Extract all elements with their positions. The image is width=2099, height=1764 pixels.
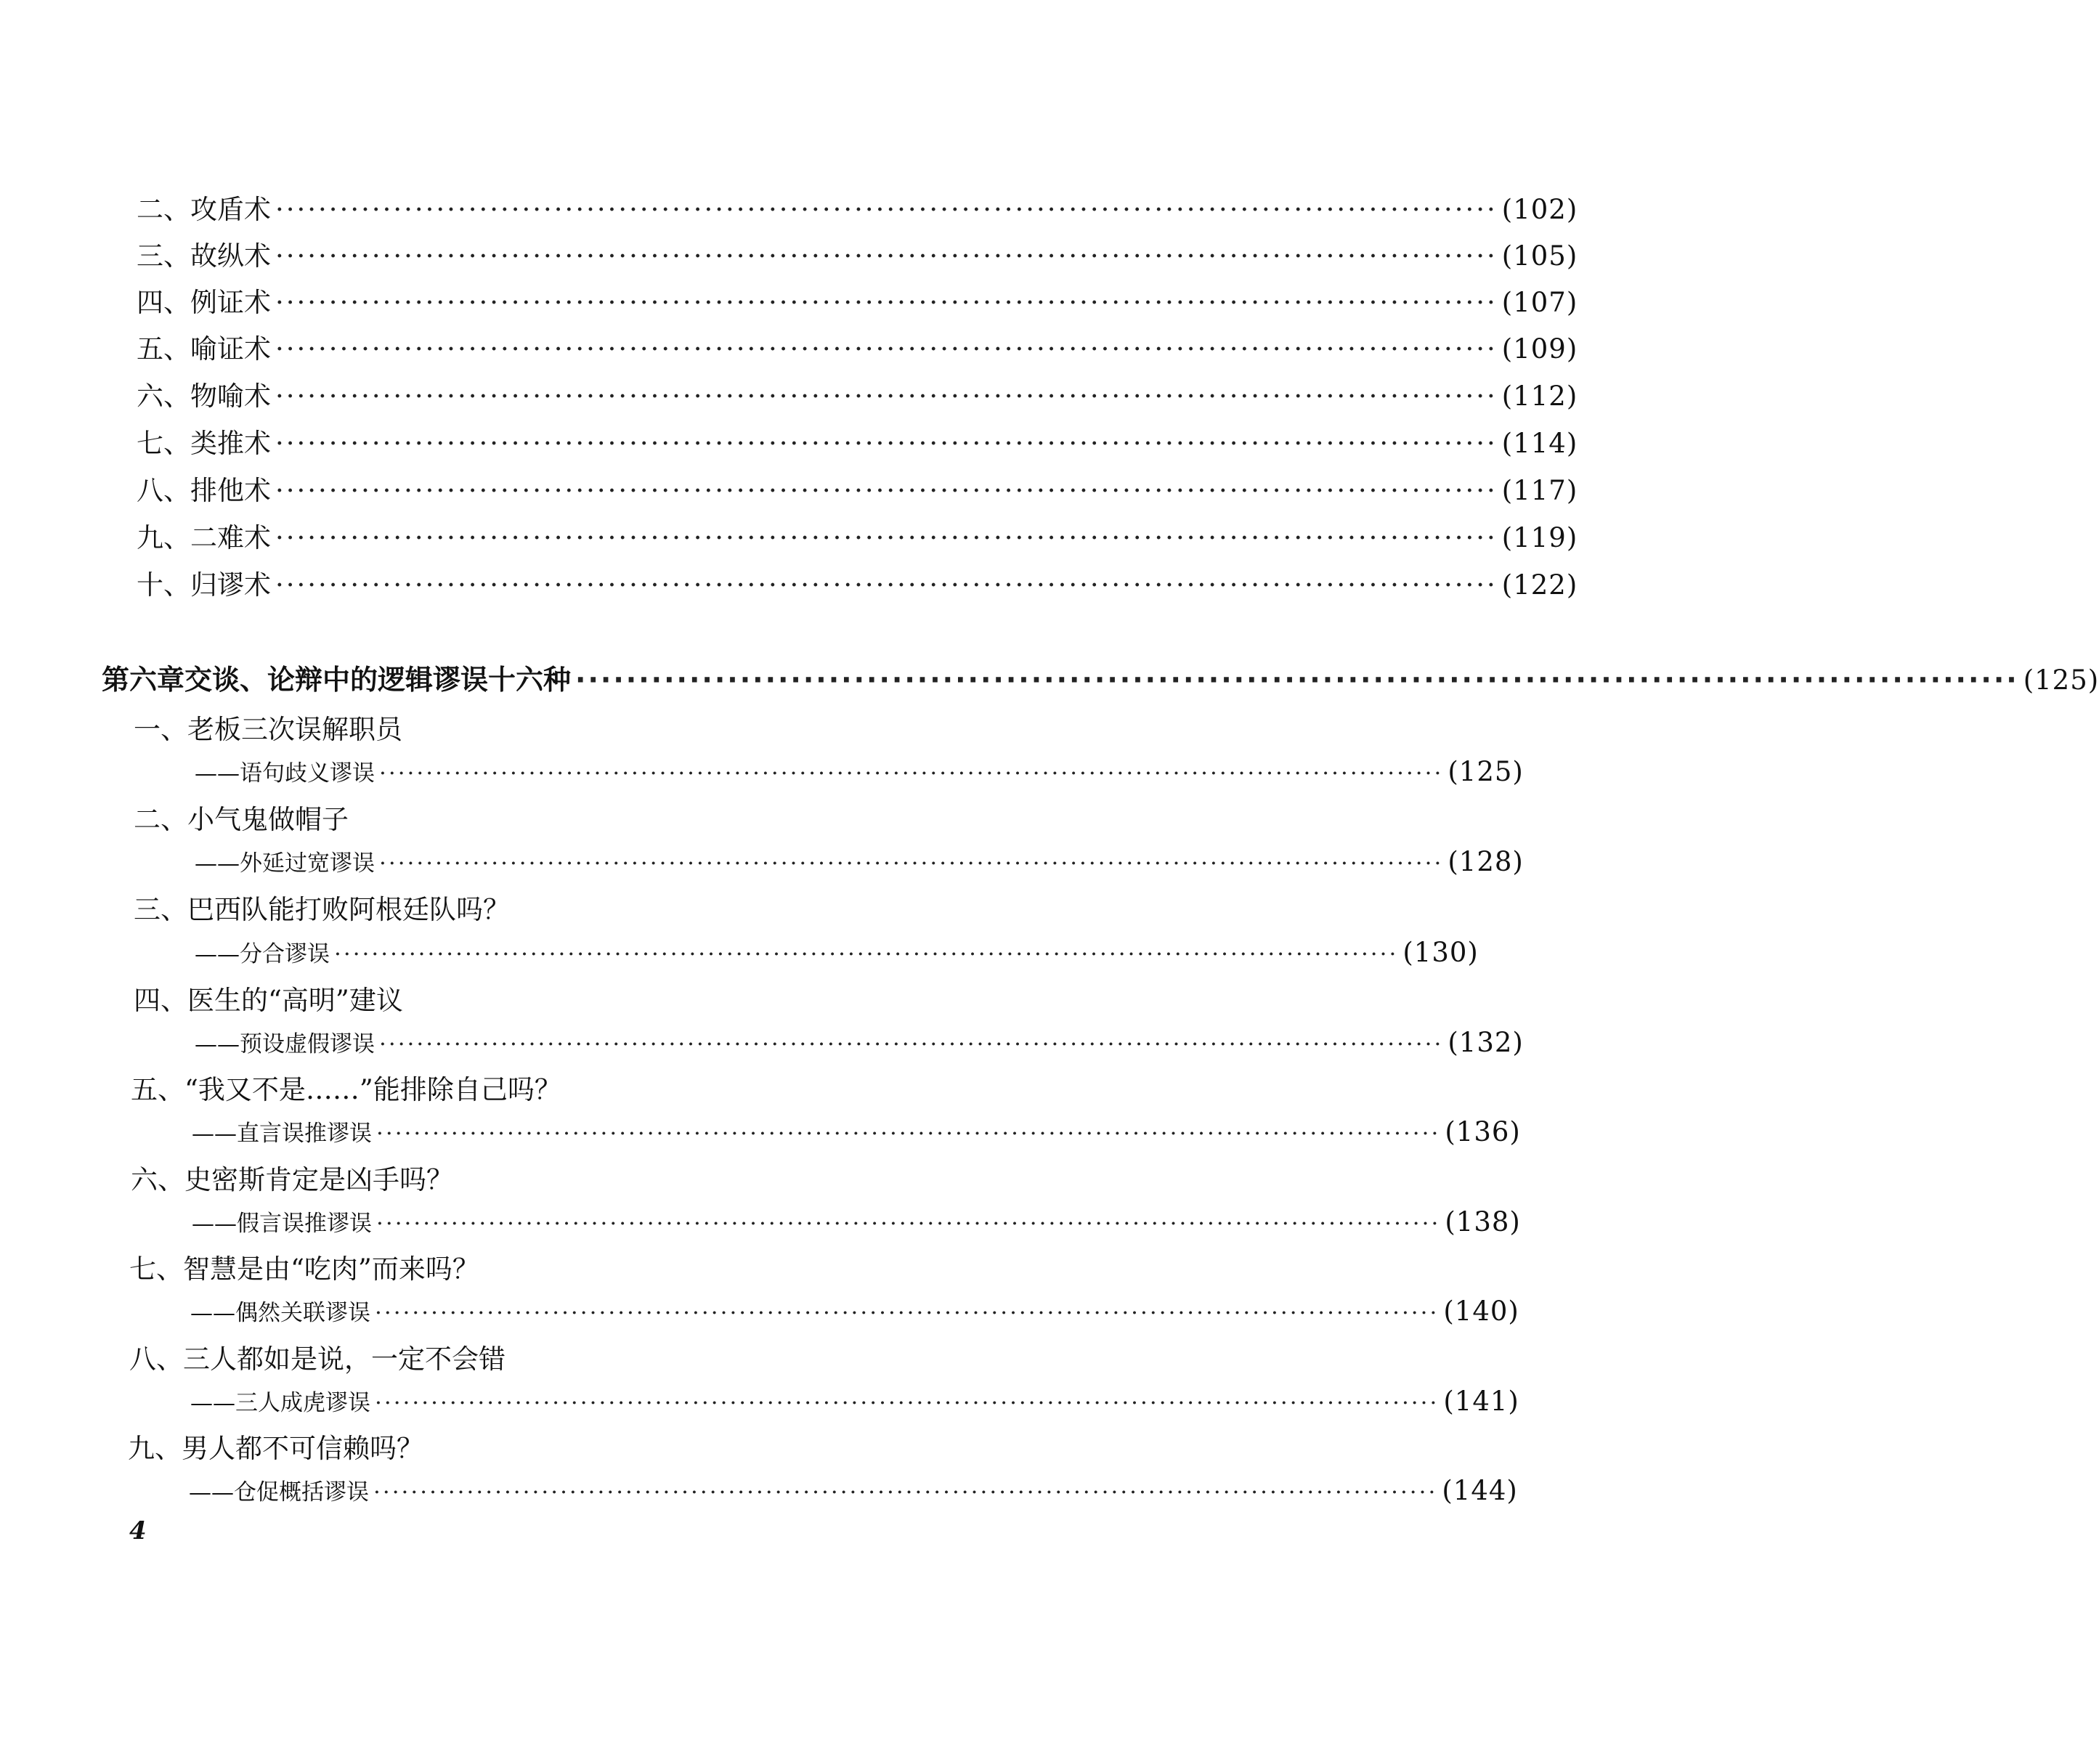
entry-page: (117) — [1501, 475, 1578, 506]
entry-page: (140) — [1443, 1296, 1519, 1327]
entry-title: 二难术 — [190, 522, 271, 553]
entry-page: (144) — [1442, 1475, 1518, 1506]
chapter-label: 第六章 — [102, 664, 185, 696]
toc-entry — [137, 421, 1578, 460]
entry-page: (107) — [1501, 287, 1578, 318]
leader-dots: ·················································································································· — [275, 381, 1498, 412]
entry-page: (141) — [1443, 1386, 1519, 1417]
entry-subtitle: ——偶然关联谬误 — [190, 1300, 370, 1326]
entry-number: 三、 — [134, 894, 187, 925]
leader-dots: ·················································································································· — [275, 333, 1498, 365]
toc-entry — [137, 327, 1578, 366]
entry-subtitle: ——三人成虎谬误 — [190, 1390, 370, 1416]
entry-title: “我又不是……”能排除自己吗？ — [184, 1074, 561, 1105]
leader-dots: ·················································································································· — [373, 1479, 1438, 1505]
leader-dots: ·················································································································· — [375, 1300, 1440, 1326]
entry-page: (114) — [1501, 428, 1578, 459]
toc-entry — [137, 468, 1578, 508]
toc-entry — [131, 1158, 453, 1197]
toc-entry — [131, 1068, 561, 1107]
entry-number: 五、 — [137, 333, 190, 365]
entry-number: 八、 — [129, 1344, 183, 1375]
toc-subentry — [195, 1025, 1524, 1058]
entry-subtitle: ——外延过宽谬误 — [195, 850, 375, 877]
entry-number: 五、 — [131, 1074, 184, 1105]
toc-entry — [129, 1337, 506, 1376]
entry-page: (105) — [1501, 240, 1578, 272]
entry-number: 六、 — [131, 1164, 184, 1195]
toc-entry — [137, 563, 1578, 602]
entry-page: (122) — [1501, 569, 1578, 601]
entry-page: (136) — [1445, 1116, 1521, 1147]
entry-number: 九、 — [137, 522, 190, 553]
entry-page: (112) — [1501, 381, 1578, 412]
entry-number: 四、 — [134, 985, 187, 1016]
toc-entry — [137, 234, 1578, 273]
toc-entry — [137, 374, 1578, 413]
leader-dots: ·················································································································· — [575, 664, 2019, 696]
leader-dots: ·················································································································· — [375, 1390, 1440, 1416]
entry-page: (125) — [1448, 756, 1524, 787]
entry-title: 例证术 — [190, 287, 271, 318]
entry-title: 智慧是由“吃肉”而来吗？ — [183, 1253, 479, 1285]
entry-title: 类推术 — [190, 428, 271, 459]
entry-title: 男人都不可信赖吗？ — [182, 1433, 423, 1464]
entry-page: (119) — [1501, 522, 1578, 553]
entry-subtitle: ——预设虚假谬误 — [195, 1031, 375, 1057]
leader-dots: ·················································································································· — [379, 850, 1444, 877]
toc-subentry — [195, 935, 1479, 968]
leader-dots: ·················································································································· — [275, 287, 1498, 318]
entry-title: 排他术 — [190, 475, 271, 506]
entry-number: 九、 — [128, 1433, 182, 1464]
toc-entry — [134, 978, 403, 1017]
toc-subentry — [190, 1384, 1519, 1417]
entry-subtitle: ——直言误推谬误 — [192, 1121, 372, 1147]
entry-title: 归谬术 — [190, 569, 271, 601]
entry-title: 喻证术 — [190, 333, 271, 365]
entry-page: (128) — [1448, 846, 1524, 877]
chapter-heading — [102, 657, 2099, 697]
leader-dots: ·················································································································· — [376, 1211, 1441, 1237]
toc-subentry — [192, 1115, 1521, 1147]
toc-subentry — [195, 845, 1524, 877]
entry-number: 十、 — [137, 569, 190, 601]
entry-subtitle: ——假言误推谬误 — [192, 1211, 372, 1237]
entry-page: (109) — [1501, 333, 1578, 365]
entry-title: 攻盾术 — [190, 194, 271, 225]
leader-dots: ·················································································································· — [275, 475, 1498, 506]
chapter-page: (125) — [2023, 664, 2099, 696]
page-number: 4 — [129, 1516, 147, 1545]
toc-entry — [134, 797, 349, 837]
entry-title: 巴西队能打败阿根廷队吗？ — [187, 894, 510, 925]
leader-dots: ·················································································································· — [379, 1031, 1444, 1057]
leader-dots: ·················································································································· — [334, 941, 1399, 967]
toc-subentry — [192, 1205, 1521, 1237]
entry-number: 七、 — [129, 1253, 183, 1285]
leader-dots: ·················································································································· — [275, 428, 1498, 459]
toc-entry — [137, 187, 1578, 227]
entry-page: (130) — [1402, 937, 1479, 968]
entry-page: (138) — [1445, 1206, 1521, 1237]
toc-entry — [137, 516, 1578, 555]
entry-title: 老板三次误解职员 — [187, 714, 402, 745]
toc-entry — [134, 887, 510, 927]
entry-title: 物喻术 — [190, 381, 271, 412]
entry-number: 三、 — [137, 240, 190, 272]
leader-dots: ·················································································································· — [275, 194, 1498, 225]
leader-dots: ·················································································································· — [379, 760, 1444, 787]
leader-dots: ·················································································································· — [275, 569, 1498, 601]
entry-subtitle: ——仓促概括谬误 — [189, 1479, 369, 1505]
toc-entry — [129, 1247, 479, 1286]
toc-entry — [137, 280, 1578, 320]
entry-title: 医生的“高明”建议 — [187, 985, 403, 1016]
toc-subentry — [195, 755, 1524, 787]
entry-page: (132) — [1448, 1027, 1524, 1058]
entry-number: 八、 — [137, 475, 190, 506]
leader-dots: ·················································································································· — [275, 522, 1498, 553]
toc-entry — [134, 707, 402, 747]
entry-number: 二、 — [137, 194, 190, 225]
entry-subtitle: ——分合谬误 — [195, 941, 330, 967]
entry-number: 四、 — [137, 287, 190, 318]
chapter-title: 交谈、论辩中的逻辑谬误十六种 — [184, 664, 572, 696]
entry-page: (102) — [1501, 194, 1578, 225]
entry-title: 小气鬼做帽子 — [187, 804, 349, 835]
toc-entry — [128, 1426, 423, 1466]
entry-title: 故纵术 — [190, 240, 271, 272]
toc-subentry — [189, 1474, 1518, 1506]
leader-dots: ·················································································································· — [376, 1121, 1441, 1147]
entry-number: 一、 — [134, 714, 187, 745]
entry-title: 三人都如是说，一定不会错 — [183, 1344, 506, 1375]
toc-subentry — [190, 1294, 1519, 1327]
entry-subtitle: ——语句歧义谬误 — [195, 760, 375, 787]
leader-dots: ·················································································································· — [275, 240, 1498, 272]
entry-number: 六、 — [137, 381, 190, 412]
entry-number: 七、 — [137, 428, 190, 459]
entry-number: 二、 — [134, 804, 187, 835]
entry-title: 史密斯肯定是凶手吗？ — [184, 1164, 453, 1195]
